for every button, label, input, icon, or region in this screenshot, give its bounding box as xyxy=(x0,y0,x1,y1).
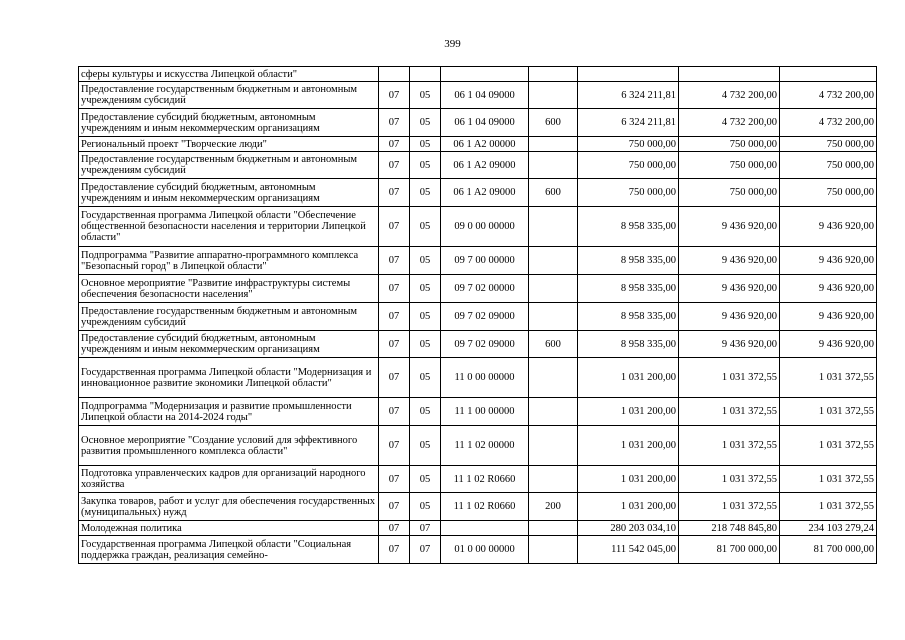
section-code-cell: 07 xyxy=(379,247,410,275)
expense-type-cell xyxy=(529,275,578,303)
amount-year2-cell: 750 000,00 xyxy=(679,179,780,207)
amount-year3-cell: 9 436 920,00 xyxy=(780,275,877,303)
section-code-cell: 07 xyxy=(379,331,410,358)
expense-type-cell xyxy=(529,426,578,466)
amount-year1-cell: 1 031 200,00 xyxy=(578,426,679,466)
amount-year3-cell: 750 000,00 xyxy=(780,179,877,207)
amount-year1-cell: 1 031 200,00 xyxy=(578,358,679,398)
amount-year1-cell: 1 031 200,00 xyxy=(578,398,679,426)
table-row xyxy=(79,137,877,152)
expense-type-cell: 200 xyxy=(529,493,578,521)
expense-type-cell xyxy=(529,82,578,109)
row-name-cell: Подпрограмма "Модернизация и развитие промышленности Липецкой области на 2014-2024 годы" xyxy=(79,398,379,426)
expense-type-cell xyxy=(529,466,578,493)
amount-year2-cell xyxy=(679,67,780,82)
row-name-cell: Закупка товаров, работ и услуг для обеспечения государственных (муниципальных) нужд xyxy=(79,493,379,521)
table-row xyxy=(79,207,877,247)
expense-type-cell xyxy=(529,247,578,275)
subsection-code-cell: 05 xyxy=(410,358,441,398)
amount-year1-cell xyxy=(578,67,679,82)
target-article-cell: 09 7 02 00000 xyxy=(441,275,529,303)
target-article-cell xyxy=(441,67,529,82)
amount-year1-cell: 750 000,00 xyxy=(578,137,679,152)
row-name-cell: Основное мероприятие "Создание условий для эффективного развития промышленного комплекса области" xyxy=(79,426,379,466)
subsection-code-cell: 05 xyxy=(410,109,441,137)
subsection-code-cell: 07 xyxy=(410,521,441,536)
subsection-code-cell: 07 xyxy=(410,536,441,564)
row-name-cell: Предоставление государственным бюджетным и автономным учреждениям субсидий xyxy=(79,303,379,331)
section-code-cell: 07 xyxy=(379,179,410,207)
section-code-cell: 07 xyxy=(379,152,410,179)
row-name-cell: Государственная программа Липецкой области "Обеспечение общественной безопасности населения и территории Липецкой области" xyxy=(79,207,379,247)
section-code-cell: 07 xyxy=(379,109,410,137)
amount-year1-cell: 8 958 335,00 xyxy=(578,207,679,247)
section-code-cell: 07 xyxy=(379,493,410,521)
budget-table xyxy=(78,66,877,564)
target-article-cell: 11 1 02 R0660 xyxy=(441,493,529,521)
target-article-cell: 11 1 02 00000 xyxy=(441,426,529,466)
section-code-cell xyxy=(379,67,410,82)
table-row xyxy=(79,109,877,137)
table-row xyxy=(79,67,877,82)
amount-year1-cell: 6 324 211,81 xyxy=(578,109,679,137)
row-name-cell: Предоставление субсидий бюджетным, автономным учреждениям и иным некоммерческим организациям xyxy=(79,179,379,207)
target-article-cell: 06 1 A2 00000 xyxy=(441,137,529,152)
section-code-cell: 07 xyxy=(379,82,410,109)
subsection-code-cell: 05 xyxy=(410,303,441,331)
target-article-cell: 09 7 02 09000 xyxy=(441,303,529,331)
expense-type-cell xyxy=(529,152,578,179)
row-name-cell: Государственная программа Липецкой области "Социальная поддержка граждан, реализация семейно- xyxy=(79,536,379,564)
subsection-code-cell: 05 xyxy=(410,82,441,109)
expense-type-cell xyxy=(529,521,578,536)
row-name-cell: Основное мероприятие "Развитие инфраструктуры системы обеспечения безопасности населения" xyxy=(79,275,379,303)
amount-year2-cell: 1 031 372,55 xyxy=(679,398,780,426)
subsection-code-cell: 05 xyxy=(410,179,441,207)
table-row xyxy=(79,521,877,536)
target-article-cell: 09 0 00 00000 xyxy=(441,207,529,247)
amount-year2-cell: 9 436 920,00 xyxy=(679,303,780,331)
row-name-cell: Подпрограмма "Развитие аппаратно-программного комплекса "Безопасный город" в Липецкой области" xyxy=(79,247,379,275)
amount-year1-cell: 280 203 034,10 xyxy=(578,521,679,536)
amount-year1-cell: 8 958 335,00 xyxy=(578,331,679,358)
section-code-cell: 07 xyxy=(379,466,410,493)
amount-year3-cell: 9 436 920,00 xyxy=(780,207,877,247)
table-row xyxy=(79,303,877,331)
subsection-code-cell: 05 xyxy=(410,426,441,466)
table-row xyxy=(79,275,877,303)
subsection-code-cell: 05 xyxy=(410,331,441,358)
table-row xyxy=(79,426,877,466)
amount-year3-cell: 750 000,00 xyxy=(780,137,877,152)
row-name-cell: Подготовка управленческих кадров для организаций народного хозяйства xyxy=(79,466,379,493)
section-code-cell: 07 xyxy=(379,426,410,466)
section-code-cell: 07 xyxy=(379,207,410,247)
expense-type-cell xyxy=(529,207,578,247)
expense-type-cell xyxy=(529,67,578,82)
row-name-cell: Молодежная политика xyxy=(79,521,379,536)
amount-year3-cell: 9 436 920,00 xyxy=(780,247,877,275)
amount-year1-cell: 1 031 200,00 xyxy=(578,466,679,493)
amount-year2-cell: 9 436 920,00 xyxy=(679,331,780,358)
amount-year3-cell: 234 103 279,24 xyxy=(780,521,877,536)
subsection-code-cell: 05 xyxy=(410,493,441,521)
amount-year2-cell: 1 031 372,55 xyxy=(679,426,780,466)
target-article-cell: 06 1 04 09000 xyxy=(441,82,529,109)
amount-year2-cell: 1 031 372,55 xyxy=(679,358,780,398)
amount-year3-cell: 1 031 372,55 xyxy=(780,358,877,398)
amount-year3-cell: 9 436 920,00 xyxy=(780,303,877,331)
row-name-cell: сферы культуры и искусства Липецкой области" xyxy=(79,67,379,82)
table-row xyxy=(79,536,877,564)
row-name-cell: Государственная программа Липецкой области "Модернизация и инновационное развитие экономики Липецкой области" xyxy=(79,358,379,398)
amount-year2-cell: 750 000,00 xyxy=(679,152,780,179)
expense-type-cell xyxy=(529,358,578,398)
amount-year2-cell: 4 732 200,00 xyxy=(679,82,780,109)
amount-year2-cell: 750 000,00 xyxy=(679,137,780,152)
target-article-cell: 09 7 00 00000 xyxy=(441,247,529,275)
amount-year3-cell: 1 031 372,55 xyxy=(780,466,877,493)
amount-year2-cell: 9 436 920,00 xyxy=(679,275,780,303)
subsection-code-cell: 05 xyxy=(410,207,441,247)
subsection-code-cell: 05 xyxy=(410,137,441,152)
row-name-cell: Предоставление государственным бюджетным и автономным учреждениям субсидий xyxy=(79,152,379,179)
target-article-cell: 11 1 02 R0660 xyxy=(441,466,529,493)
amount-year3-cell: 4 732 200,00 xyxy=(780,82,877,109)
target-article-cell: 06 1 A2 09000 xyxy=(441,152,529,179)
section-code-cell: 07 xyxy=(379,303,410,331)
section-code-cell: 07 xyxy=(379,358,410,398)
table-row xyxy=(79,152,877,179)
amount-year3-cell: 1 031 372,55 xyxy=(780,426,877,466)
section-code-cell: 07 xyxy=(379,398,410,426)
amount-year2-cell: 218 748 845,80 xyxy=(679,521,780,536)
table-row xyxy=(79,331,877,358)
section-code-cell: 07 xyxy=(379,275,410,303)
target-article-cell: 06 1 A2 09000 xyxy=(441,179,529,207)
table-row xyxy=(79,82,877,109)
amount-year3-cell: 1 031 372,55 xyxy=(780,493,877,521)
expense-type-cell xyxy=(529,398,578,426)
page-number: 399 xyxy=(444,38,461,50)
amount-year1-cell: 750 000,00 xyxy=(578,152,679,179)
amount-year2-cell: 81 700 000,00 xyxy=(679,536,780,564)
target-article-cell: 06 1 04 09000 xyxy=(441,109,529,137)
target-article-cell: 09 7 02 09000 xyxy=(441,331,529,358)
section-code-cell: 07 xyxy=(379,137,410,152)
expense-type-cell xyxy=(529,536,578,564)
expense-type-cell xyxy=(529,137,578,152)
table-row xyxy=(79,247,877,275)
amount-year2-cell: 1 031 372,55 xyxy=(679,466,780,493)
section-code-cell: 07 xyxy=(379,521,410,536)
table-row xyxy=(79,493,877,521)
target-article-cell: 11 0 00 00000 xyxy=(441,358,529,398)
subsection-code-cell: 05 xyxy=(410,152,441,179)
amount-year3-cell: 750 000,00 xyxy=(780,152,877,179)
target-article-cell: 01 0 00 00000 xyxy=(441,536,529,564)
row-name-cell: Предоставление субсидий бюджетным, автономным учреждениям и иным некоммерческим организациям xyxy=(79,109,379,137)
amount-year1-cell: 6 324 211,81 xyxy=(578,82,679,109)
amount-year3-cell xyxy=(780,67,877,82)
amount-year2-cell: 9 436 920,00 xyxy=(679,247,780,275)
target-article-cell xyxy=(441,521,529,536)
table-row xyxy=(79,398,877,426)
section-code-cell: 07 xyxy=(379,536,410,564)
row-name-cell: Предоставление субсидий бюджетным, автономным учреждениям и иным некоммерческим организациям xyxy=(79,331,379,358)
amount-year1-cell: 8 958 335,00 xyxy=(578,303,679,331)
expense-type-cell: 600 xyxy=(529,179,578,207)
amount-year1-cell: 750 000,00 xyxy=(578,179,679,207)
amount-year2-cell: 9 436 920,00 xyxy=(679,207,780,247)
amount-year2-cell: 1 031 372,55 xyxy=(679,493,780,521)
amount-year1-cell: 8 958 335,00 xyxy=(578,275,679,303)
amount-year3-cell: 1 031 372,55 xyxy=(780,398,877,426)
subsection-code-cell: 05 xyxy=(410,275,441,303)
subsection-code-cell: 05 xyxy=(410,466,441,493)
row-name-cell: Региональный проект "Творческие люди" xyxy=(79,137,379,152)
amount-year1-cell: 111 542 045,00 xyxy=(578,536,679,564)
subsection-code-cell: 05 xyxy=(410,247,441,275)
expense-type-cell: 600 xyxy=(529,331,578,358)
amount-year3-cell: 4 732 200,00 xyxy=(780,109,877,137)
amount-year3-cell: 81 700 000,00 xyxy=(780,536,877,564)
target-article-cell: 11 1 00 00000 xyxy=(441,398,529,426)
subsection-code-cell xyxy=(410,67,441,82)
amount-year2-cell: 4 732 200,00 xyxy=(679,109,780,137)
table-row xyxy=(79,179,877,207)
expense-type-cell xyxy=(529,303,578,331)
subsection-code-cell: 05 xyxy=(410,398,441,426)
amount-year1-cell: 1 031 200,00 xyxy=(578,493,679,521)
amount-year1-cell: 8 958 335,00 xyxy=(578,247,679,275)
row-name-cell: Предоставление государственным бюджетным и автономным учреждениям субсидий xyxy=(79,82,379,109)
amount-year3-cell: 9 436 920,00 xyxy=(780,331,877,358)
expense-type-cell: 600 xyxy=(529,109,578,137)
table-row xyxy=(79,358,877,398)
table-row xyxy=(79,466,877,493)
